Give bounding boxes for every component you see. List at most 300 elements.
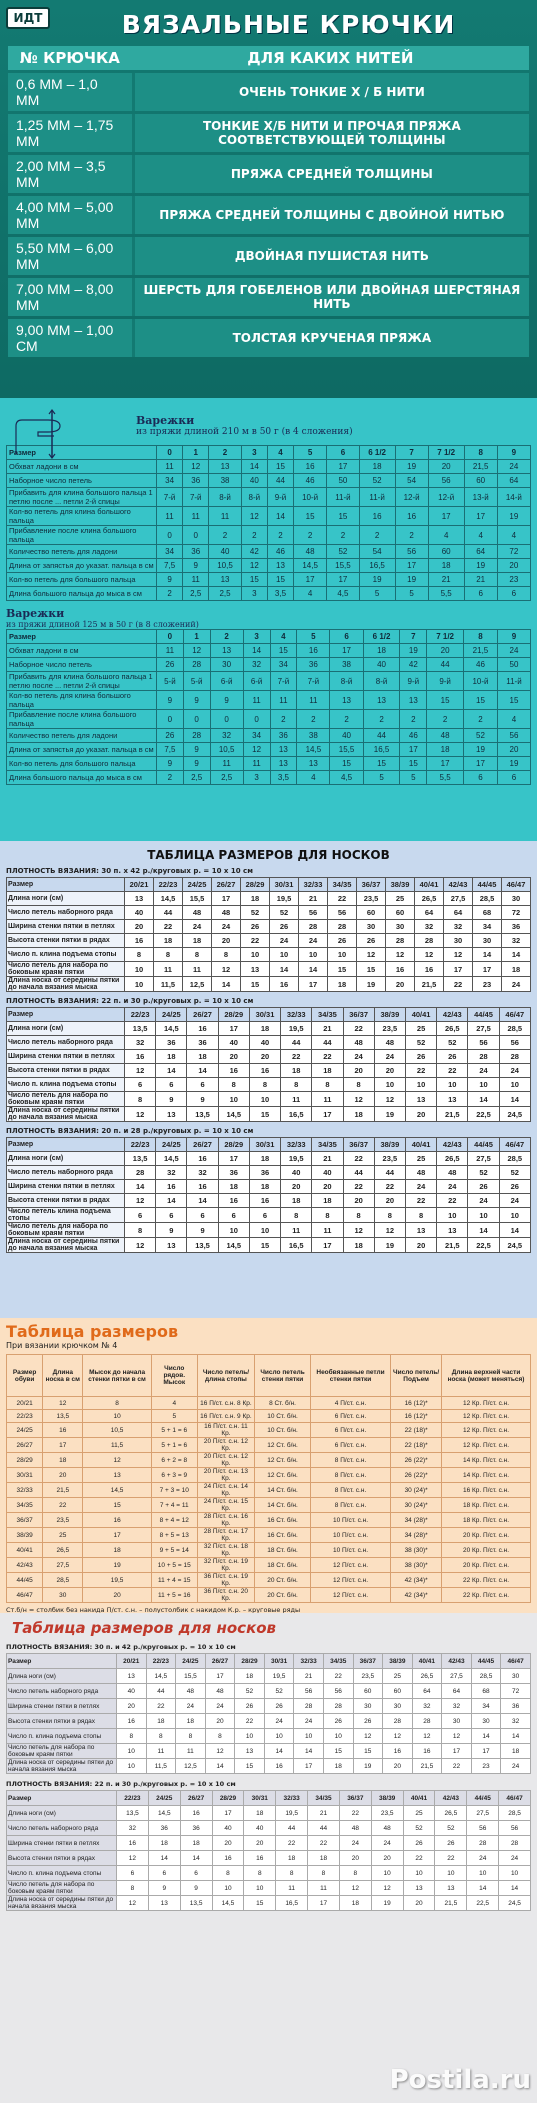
table-cell: 20 П/ст. с.н. 12 Кр. [197,1438,255,1453]
table-cell: 19,5 [276,1806,308,1821]
row-label: Число петель наборного ряда [7,1684,117,1699]
table-cell: 18 [180,1836,212,1851]
table-cell: 24/25 [176,1654,206,1669]
table-cell: 17 [218,1152,249,1166]
table-cell: 36 [502,920,531,934]
table-cell: 11 [243,691,270,710]
table-cell: 14 [270,962,299,977]
table-cell: 38/39 [371,1791,403,1806]
table-cell: 12 Ст. б/н. [255,1438,311,1453]
table-cell: 5 + 1 = 6 [151,1423,197,1438]
table-cell: 40/41 [405,1008,436,1022]
table-cell: 12 П/ст. с.н. [310,1558,390,1573]
table-cell: 12 [117,1851,149,1866]
table-cell: 14 [187,1194,218,1208]
table-cell: 3 [241,446,267,460]
table-cell: 27,5 [468,1152,499,1166]
table-cell: 8 [249,1078,280,1092]
table-cell: 48 [205,1684,235,1699]
row-label: Наборное число петель [7,658,157,672]
table-cell: 13-й [464,488,497,507]
table-cell: 52 [437,1036,468,1050]
table-cell: 11 [281,1223,312,1238]
table-row [7,757,531,771]
table-cell: 17 [464,757,498,771]
table-cell: 9 [187,1223,218,1238]
table-cell: 38 [209,474,241,488]
table-cell: 16 [212,1851,244,1866]
table-cell: 20 [386,977,415,992]
table-cell: 0 [157,446,183,460]
row-label: Высота стенки пятки в рядах [7,1851,117,1866]
table-cell: 9 [157,757,184,771]
table-cell: 14,5 [154,892,183,906]
table-cell: 20 [212,1836,244,1851]
table-cell: 8 [117,1729,147,1744]
column-header: Число петель/ длина стопы [197,1355,255,1397]
table-cell: 14 [187,1064,218,1078]
table-cell: 28 [294,1699,324,1714]
table-cell: 20 [43,1468,83,1483]
table-cell: 24 [212,920,241,934]
table-cell: 14,5 [218,1107,249,1122]
table-cell: 26 [357,934,386,948]
table-cell: 8 [312,1078,343,1092]
table-cell: 28,5 [499,1022,530,1036]
table-cell: 14,5 [156,1022,187,1036]
table-cell: 10,5 [210,743,243,757]
table-cell: 17 [212,1806,244,1821]
table-cell: 12 [125,1194,156,1208]
table-cell: 0 [157,710,184,729]
table-cell: 19 [374,1238,405,1253]
table-cell: 10 [468,1078,499,1092]
table-cell: 16,5 [281,1238,312,1253]
table-cell: 26 [157,729,184,743]
table-cell: 30 [473,934,502,948]
row-label: Количество петель для ладони [7,729,157,743]
table-cell: 26/27 [205,1654,235,1669]
table-cell: 18 [323,1759,353,1774]
table-cell: 15 [241,977,270,992]
table-cell: 24 [405,1180,436,1194]
table-cell: 4 [151,1397,197,1410]
table-cell: 10 П/ст. с.н. [310,1513,390,1528]
table-cell: 11-й [497,672,530,691]
table-cell: 15 [497,691,530,710]
table-cell: 28 [183,729,210,743]
hooks-section [0,0,537,398]
table-cell: 27,5 [468,1022,499,1036]
table-cell: 46/47 [499,1791,531,1806]
table-cell: 22 (18)* [391,1438,442,1453]
table-cell: 24/25 [148,1791,180,1806]
table-cell: 23,5 [43,1513,83,1528]
table-row [7,1558,531,1573]
table-cell: 24 [499,1194,530,1208]
table-cell: 44 [427,658,464,672]
column-header: Длина носка в см [43,1355,83,1397]
table-cell: 10 [437,1078,468,1092]
table-cell: 2 [327,526,359,545]
table-cell: 24 [497,460,530,474]
table-cell: 17 [330,644,363,658]
table-cell: 24 [205,1699,235,1714]
table-cell: 9-й [400,672,427,691]
table-cell: 30 [353,1699,383,1714]
table-cell: 40 [241,474,267,488]
yarn-type: ОЧЕНЬ ТОНКИЕ Х / Б НИТИ [132,73,529,111]
table-cell: 22 [241,934,270,948]
table-cell: 14 Кр. П/ст. с.н. [442,1468,531,1483]
table-cell: 13 [125,892,154,906]
table-cell: 16 [218,1064,249,1078]
table-cell: 20 [374,1194,405,1208]
table-cell: 9 [148,1881,180,1896]
table-cell: 18 [249,1152,280,1166]
hooks-title: ВЯЗАЛЬНЫЕ КРЮЧКИ [121,10,456,39]
table-cell: 18 [249,1022,280,1036]
table-cell: 15 [270,644,297,658]
row-label: Число петель наборного ряда [7,1166,125,1180]
table-cell: 2 [157,771,184,785]
table-cell: 6 [464,587,497,601]
table-row [7,446,531,460]
table-cell: 14,5 [83,1483,152,1498]
table-cell: 2 [209,526,241,545]
yarn-type: ШЕРСТЬ ДЛЯ ГОБЕЛЕНОВ ИЛИ ДВОЙНАЯ ШЕРСТЯНАЯ НИТЬ [132,278,529,316]
table-cell: 2,5 [210,771,243,785]
table-cell: 26 [353,1714,383,1729]
table-cell: 17 [43,1438,83,1453]
table-cell: 16 [294,460,327,474]
table-cell: 24 [371,1836,403,1851]
table-cell: 17 [395,559,428,573]
table-cell: 14,5 [146,1669,176,1684]
row-label: Длина ноги (см) [7,1022,125,1036]
table-cell: 4 [464,526,497,545]
table-row [7,1468,531,1483]
table-cell: 11 [210,757,243,771]
table-cell: 24 [497,644,530,658]
table-cell: 15 [330,757,363,771]
table-cell: 52 [241,906,270,920]
table-cell: 44 [154,906,183,920]
table-cell: 36 П/ст. с.н. 19 Кр. [197,1573,255,1588]
table-cell: 42 (34)* [391,1588,442,1603]
hook-size: 0,6 ММ – 1,0 ММ [8,73,132,111]
column-header: Мысок до начала стенки пятки в см [83,1355,152,1397]
table-cell: 11 [157,507,183,526]
table-cell: 72 [497,545,530,559]
table-cell: 26 [323,1714,353,1729]
table-row [7,1729,531,1744]
table-cell: 8 [183,948,212,962]
table-cell: 24 [294,1714,324,1729]
table-row [7,587,531,601]
table-cell: 8 [276,1866,308,1881]
table-cell: 40 [244,1821,276,1836]
table-cell: 6 [330,630,363,644]
table-row [7,1107,531,1122]
table-cell: 22 [146,1699,176,1714]
table-cell: 11 [209,507,241,526]
table-cell: 26 [264,1699,294,1714]
row-label: Размер [7,1791,117,1806]
hooks-row [8,237,529,275]
table-cell: 64 [444,906,473,920]
table-cell: 44/45 [468,1008,499,1022]
table-cell: 10 [117,1759,147,1774]
table-cell: 26 (22)* [391,1468,442,1483]
table-cell: 4,5 [327,587,359,601]
row-label: Размер [7,1008,125,1022]
table-row [7,743,531,757]
table-cell: 14,5 [148,1806,180,1821]
table-row [7,1851,531,1866]
row-label: Обхват ладони в см [7,644,157,658]
table-cell: 24 [264,1714,294,1729]
table-row [7,1008,531,1022]
table-cell: 7,5 [157,559,183,573]
table-cell: 5 [151,1410,197,1423]
table-cell: 8 [212,1866,244,1881]
table-cell: 6 [327,446,359,460]
table-cell: 11 [312,1223,343,1238]
table-cell: 5 + 1 = 6 [151,1438,197,1453]
table-cell: 56 [395,545,428,559]
table-cell: 10 [241,948,270,962]
table-cell: 3 [243,771,270,785]
table-row [7,1166,531,1180]
table-cell: 8 [218,1078,249,1092]
table-cell: 16 П/ст. с.н. 11 Кр. [197,1423,255,1438]
table-cell: 44 [308,1821,340,1836]
watermark: Postila.ru [389,2065,531,2095]
table-cell: 24 П/ст. с.н. 15 Кр. [197,1498,255,1513]
table-cell: 13 [403,1881,435,1896]
table-cell: 8-й [241,488,267,507]
table-cell: 22 [343,1180,374,1194]
table-cell: 15 [267,573,293,587]
table-cell: 5 [400,771,427,785]
table-cell: 10 [249,1223,280,1238]
table-cell: 14 [499,1092,530,1107]
table-cell: 9-й [267,488,293,507]
table-cell: 21 [428,573,464,587]
table-cell: 56 [294,1684,324,1699]
table-cell: 15 [294,507,327,526]
table-cell: 11 [157,644,184,658]
table-cell: 6 [117,1866,149,1881]
table-cell: 17 [218,1022,249,1036]
table-cell: 56 [323,1684,353,1699]
table-cell: 12 [117,1896,149,1911]
table-cell: 8 [83,1397,152,1410]
table-cell: 54 [359,545,395,559]
table-cell: 15 [328,962,357,977]
table-cell: 18 [83,1543,152,1558]
table-row [7,729,531,743]
table-cell: 26 [328,934,357,948]
table-row [7,1684,531,1699]
mittens-table-1 [6,445,531,601]
table-cell: 36/37 [357,878,386,892]
table-cell: 14 [499,1881,531,1896]
table-row [7,1744,531,1759]
table-cell: 16 [180,1806,212,1821]
table-cell: 12 [386,948,415,962]
table-row [7,1588,531,1603]
table-cell: 26 [437,1050,468,1064]
table-cell: 9 [210,691,243,710]
table-cell: 22 [444,977,473,992]
table-cell: 42 [241,545,267,559]
table-row [7,892,531,906]
table-cell: 48 [427,729,464,743]
table-cell: 30/31 [7,1468,43,1483]
table-cell: 22/23 [117,1791,149,1806]
table-cell: 8 [146,1729,176,1744]
table-row [7,1896,531,1911]
yarn-type: ДВОЙНАЯ ПУШИСТАЯ НИТЬ [132,237,529,275]
table-cell: 19 [395,460,428,474]
table-cell: 0 [183,526,209,545]
table-cell: 12 [444,948,473,962]
table-cell: 28/29 [7,1453,43,1468]
table-cell: 14 Ст. б/н. [255,1498,311,1513]
table-cell: 14 Кр. П/ст. с.н. [442,1453,531,1468]
table-cell: 18 [156,1050,187,1064]
table-cell: 13 [156,1238,187,1253]
table-cell: 24/25 [7,1423,43,1438]
table-cell: 56 [499,1821,531,1836]
table-cell: 16 [415,962,444,977]
row-label: Число петель наборного ряда [7,906,125,920]
table-cell: 12 [415,948,444,962]
table-cell: 21,5 [437,1238,468,1253]
table-cell: 14 [156,1064,187,1078]
table-cell: 8 + 4 = 12 [151,1513,197,1528]
table-cell: 6 [156,1208,187,1223]
table-cell: 40 [125,906,154,920]
table-row [7,526,531,545]
table-cell: 18 [235,1669,265,1684]
table-cell: 34 [270,658,297,672]
table-cell: 23,5 [371,1806,403,1821]
row-label: Высота стенки пятки в рядах [7,934,125,948]
table-cell: 18 [218,1180,249,1194]
table-cell: 16 [187,1152,218,1166]
table-cell: 25 [403,1806,435,1821]
table-cell: 24/25 [183,878,212,892]
table-cell: 28 [468,1050,499,1064]
table-cell: 32 [125,1036,156,1050]
table-cell: 19 [497,757,530,771]
table-cell: 36 [187,1036,218,1050]
table-cell: 23 [497,573,530,587]
table-cell: 18 [154,934,183,948]
table-cell: 30 [210,658,243,672]
table-cell: 14 [125,1180,156,1194]
table-cell: 22 [235,1714,265,1729]
table-cell: 30 [502,892,531,906]
table-cell: 14 [180,1851,212,1866]
table-cell: 9 [183,757,210,771]
table-cell: 0 [157,630,184,644]
table-cell: 20 [374,1064,405,1078]
table-cell: 38 (30)* [391,1543,442,1558]
table-cell: 14,5 [156,1152,187,1166]
row-label: Ширина стенки пятки в петлях [7,1699,117,1714]
table-cell: 15 [323,1744,353,1759]
table-cell: 32/33 [299,878,328,892]
table-cell: 12 [383,1729,413,1744]
table-cell: 14 [499,1223,530,1238]
table-cell: 32/33 [281,1008,312,1022]
table-cell: 36 [148,1821,180,1836]
table-cell: 13 [156,1107,187,1122]
table-cell: 20 П/ст. с.н. 13 Кр. [197,1468,255,1483]
table-cell: 18 Ст. б/н. [255,1558,311,1573]
table-cell: 13 [267,559,293,573]
table-cell: 9 + 5 = 14 [151,1543,197,1558]
table-cell: 19 [371,1896,403,1911]
table-cell: 16,5 [276,1896,308,1911]
table-cell: 15 [357,962,386,977]
table-row [7,1699,531,1714]
table-cell: 10 [270,948,299,962]
socks-title: ТАБЛИЦА РАЗМЕРОВ ДЛЯ НОСКОВ [147,848,390,862]
table-cell: 11 [297,691,330,710]
socks-table [6,877,531,992]
table-cell: 11 [270,691,297,710]
table-cell: 38/39 [374,1008,405,1022]
table-cell: 14,5 [218,1238,249,1253]
table-cell: 12 [374,1092,405,1107]
table-cell: 36 [218,1166,249,1180]
table-cell: 9 [180,1881,212,1896]
table-cell: 17 [212,892,241,906]
table-cell: 42/43 [437,1008,468,1022]
table-cell: 30 [386,920,415,934]
table-cell: 12 П/ст. с.н. [310,1573,390,1588]
table-row [7,1194,531,1208]
table-cell: 46/47 [499,1138,530,1152]
table-cell: 17 [83,1528,152,1543]
row-label: Число петель для набора по боковым краям пятки [7,1881,117,1896]
table-cell: 19 [83,1558,152,1573]
table-cell: 13 [297,757,330,771]
table-cell: 8 [343,1078,374,1092]
table-cell: 8 [308,1866,340,1881]
table-cell: 28,5 [473,892,502,906]
table-cell: 46/47 [502,878,531,892]
table-cell: 13 [83,1468,152,1483]
row-label: Длина носка от середины пятки до начала вязания мыска [7,1759,117,1774]
table-cell: 34 [157,545,183,559]
table-cell: 52 [499,1166,530,1180]
table-cell: 26,5 [43,1543,83,1558]
table-cell: 13 [437,1223,468,1238]
table-cell: 6 П/ст. с.н. [310,1423,390,1438]
table-cell: 21,5 [437,1107,468,1122]
table-cell: 17 [442,1744,472,1759]
table-cell: 28 [499,1836,531,1851]
table-cell: 14 [299,962,328,977]
table-cell: 10 [499,1866,531,1881]
table-cell: 5,5 [427,771,464,785]
